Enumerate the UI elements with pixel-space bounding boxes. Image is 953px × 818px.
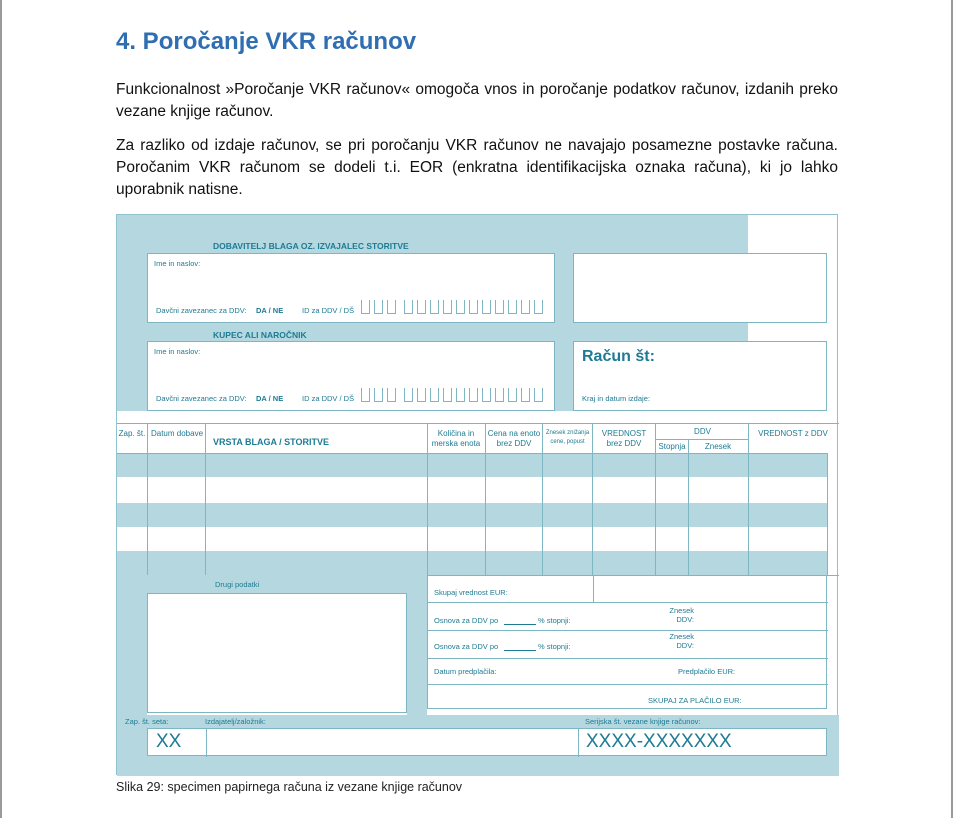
paragraph-1: Funkcionalnost »Poročanje VKR računov« omogoča vnos in poročanje podatkov računov, izdanih preko vezane knjige računov. (116, 81, 838, 120)
supplier-vat-id-label: ID za DDV / DŠ (302, 306, 355, 315)
osnova-label-1: Osnova za DDV po (434, 616, 499, 625)
top-band (117, 215, 748, 253)
invoice-number-label: Račun št: (582, 348, 655, 365)
stamp-box (573, 253, 827, 323)
table-row (117, 453, 827, 477)
section-heading: 4. Poročanje VKR računov (116, 28, 417, 55)
zap-set-label: Zap. št. seta: (125, 717, 169, 726)
serial-value: XXXX-XXXXXXX (586, 731, 732, 752)
digit-box (443, 300, 452, 314)
buyer-vat-payer-label: Davčni zavezanec za DDV: (156, 394, 247, 403)
digit-box (534, 300, 543, 314)
znesek-ddv-label-2: Znesek DDV: (669, 632, 694, 650)
totals-box (427, 575, 827, 709)
invoice-specimen-figure (116, 214, 838, 775)
digit-box (495, 300, 504, 314)
supplier-vat-payer-label: Davčni zavezanec za DDV: (156, 306, 247, 315)
digit-box (361, 300, 370, 314)
digit-box (482, 300, 491, 314)
col-cena: Cena na enoto brez DDV (487, 429, 541, 448)
left-band (117, 253, 147, 411)
col-stopnja: Stopnja (658, 442, 686, 451)
digit-box (482, 388, 491, 402)
supplier-vat-options: DA / NE (256, 306, 284, 315)
serijska-label: Serijska št. vezane knjige računov: (585, 717, 701, 726)
datum-predplacila-label: Datum predplačila: (434, 667, 497, 676)
col-znesek-znizanja: Znesek znižanja cene, popust (545, 430, 590, 445)
col-znesek: Znesek (704, 442, 732, 451)
digit-box (456, 388, 465, 402)
izdajatelj-label: Izdajatelj/založnik: (205, 717, 266, 726)
skupaj-vrednost-label: Skupaj vrednost EUR: (434, 588, 508, 597)
stopnji-label-2: % stopnji: (538, 642, 571, 651)
buyer-vat-id-label: ID za DDV / DŠ (302, 394, 355, 403)
buyer-name-label: Ime in naslov: (154, 347, 201, 356)
digit-box (387, 388, 396, 402)
set-value: XX (156, 731, 182, 752)
col-kolicina: Količina in merska enota (431, 429, 481, 448)
stopnji-label-1: % stopnji: (538, 616, 571, 625)
table-row (117, 551, 827, 575)
digit-box (443, 388, 452, 402)
buyer-box (147, 341, 555, 411)
buyer-vat-options: DA / NE (256, 394, 284, 403)
digit-box (521, 300, 530, 314)
digit-box (430, 300, 439, 314)
digit-box (495, 388, 504, 402)
figure-caption: Slika 29: specimen papirnega računa iz vezane knjige računov (116, 780, 463, 794)
digit-box (374, 300, 383, 314)
digit-box (469, 300, 478, 314)
digit-box (361, 388, 370, 402)
drugi-band (147, 575, 407, 593)
drugi-podatki-label: Drugi podatki (215, 580, 260, 589)
col-datum: Datum dobave (150, 429, 204, 438)
digit-box (521, 388, 530, 402)
digit-box (430, 388, 439, 402)
invoice-number-box (573, 341, 827, 411)
supplier-name-label: Ime in naslov: (154, 259, 201, 268)
place-date-label: Kraj in datum izdaje: (582, 394, 650, 403)
col-ddv: DDV (694, 427, 711, 436)
col-vrednost: VREDNOST brez DDV (601, 429, 647, 448)
digit-box (456, 300, 465, 314)
col-vrednost-z: VREDNOST z DDV (758, 429, 828, 438)
supplier-title: DOBAVITELJ BLAGA OZ. IZVAJALEC STORITVE (213, 241, 409, 251)
buyer-title: KUPEC ALI NAROČNIK (213, 330, 307, 340)
digit-box (508, 388, 517, 402)
znesek-ddv-label-1: Znesek DDV: (669, 606, 694, 624)
buyer-band (147, 323, 555, 341)
table-row (117, 503, 827, 527)
drugi-podatki-box (147, 593, 407, 713)
digit-box (534, 388, 543, 402)
digit-box (417, 300, 426, 314)
digit-box (404, 388, 413, 402)
digit-box (387, 300, 396, 314)
osnova-label-2: Osnova za DDV po (434, 642, 499, 651)
lower-mid-band (407, 575, 427, 715)
digit-box (404, 300, 413, 314)
footer-box (147, 728, 827, 756)
col-zap-st: Zap. št. (118, 429, 146, 438)
skupaj-placilo-label: SKUPAJ ZA PLAČILO EUR: (648, 696, 742, 705)
digit-box (417, 388, 426, 402)
paragraph-2: Za razliko od izdaje računov, se pri poročanju VKR računov ne navajajo posamezne postavke računa. Poročanim VKR računom se dodeli t.i. EOR (enkratna identifikacijska oznaka računa), ki jo lahko uporabnik natisne. (116, 137, 838, 198)
lower-left-band (117, 575, 147, 715)
supplier-box (147, 253, 555, 323)
digit-box (508, 300, 517, 314)
digit-box (374, 388, 383, 402)
col-vrsta: VRSTA BLAGA / STORITVE (213, 437, 330, 447)
digit-box (469, 388, 478, 402)
predplacilo-label: Predplačilo EUR: (678, 667, 736, 676)
